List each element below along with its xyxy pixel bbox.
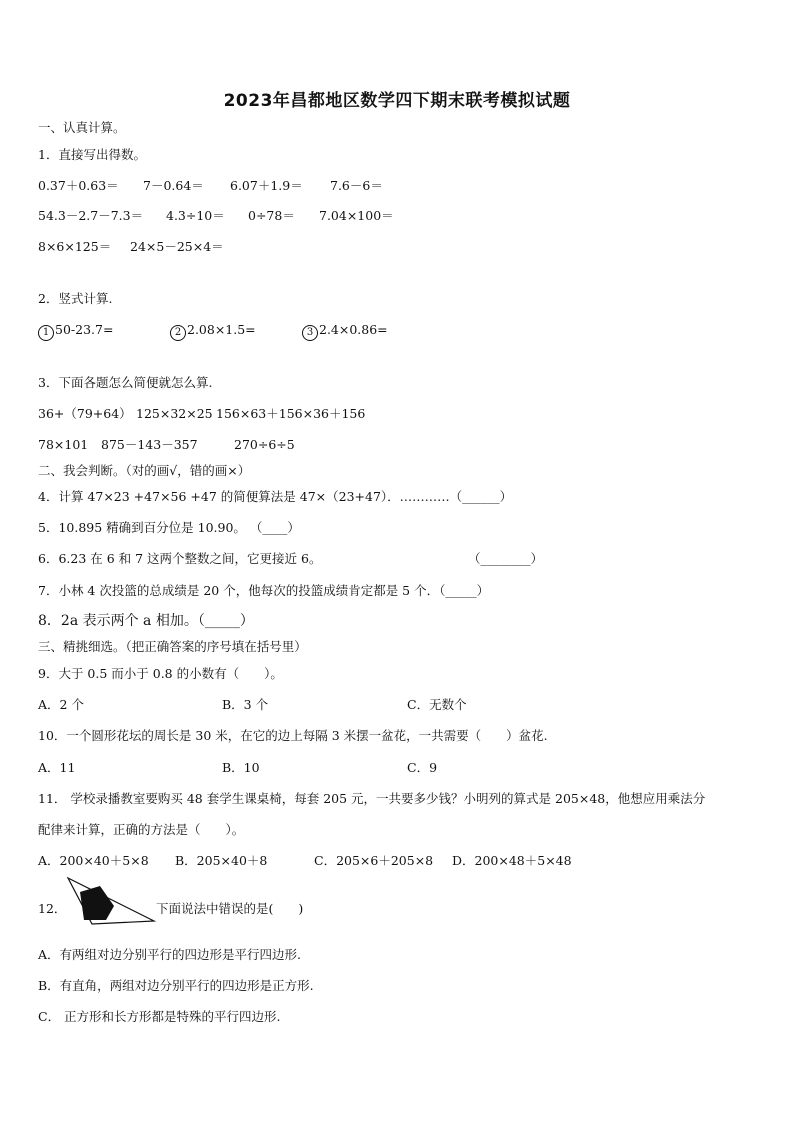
option-a: A．11 [38, 760, 76, 775]
calc-item: 7.04×100＝ [319, 208, 394, 223]
question-2-label: 2．竖式计算. [38, 291, 113, 306]
question-10: 10．一个圆形花坛的周长是 30 米，在它的边上每隔 3 米摆一盆花，一共需要（ ）盆花. [38, 728, 548, 743]
circled-number: 2 [170, 325, 186, 341]
simplify-item: 156×63＋156×36＋156 [216, 406, 366, 421]
option-c: C．9 [407, 760, 438, 775]
option-b: B．3 个 [222, 697, 269, 712]
question-11-line-1: 11． 学校录播教室要购买 48 套学生课桌椅，每套 205 元，一共要多少钱？小明列的算式是 205×48，他想应用乘法分 [38, 791, 706, 806]
simplify-item: 125×32×25 [136, 406, 213, 421]
question-12-number: 12． [38, 901, 67, 916]
calc-item: 24×5－25×4＝ [130, 239, 224, 254]
vertical-calc-item: 3 2.4×0.86= [302, 321, 388, 341]
option-a: A．有两组对边分别平行的四边形是平行四边形. [38, 947, 302, 962]
question-7: 7．小林 4 次投篮的总成绩是 20 个，他每次的投篮成绩肯定都是 5 个．（_____） [38, 583, 490, 598]
covered-region [80, 886, 114, 920]
option-a: A．2 个 [38, 697, 84, 712]
calc-item: 6.07＋1.9＝ [230, 178, 303, 193]
calc-item: 54.3－2.7－7.3＝ [38, 208, 144, 223]
calc-item: 0÷78＝ [248, 208, 295, 223]
option-c: C．205×6＋205×8 [314, 853, 434, 868]
triangle-figure [66, 876, 158, 928]
calc-item: 4.3÷10＝ [166, 208, 225, 223]
question-11-line-2: 配律来计算，正确的方法是（ ）。 [38, 822, 245, 837]
calc-item: 8×6×125＝ [38, 239, 112, 254]
option-c: C．无数个 [407, 697, 467, 712]
option-a: A．200×40＋5×8 [38, 853, 149, 868]
simplify-item: 270÷6÷5 [234, 437, 295, 452]
option-c: C． 正方形和长方形都是特殊的平行四边形. [38, 1009, 281, 1024]
section-1-heading: 一、认真计算。 [38, 120, 126, 135]
simplify-item: 875－143－357 [101, 437, 198, 452]
question-9: 9．大于 0.5 而小于 0.8 的小数有（ ）。 [38, 666, 283, 681]
vertical-calc-item: 1 50-23.7= [38, 321, 113, 341]
section-3-heading: 三、精挑细选。（把正确答案的序号填在括号里） [38, 639, 307, 654]
answer-blank: （________） [468, 551, 544, 566]
calc-item: 7.6－6＝ [330, 178, 383, 193]
question-4: 4．计算 47×23 +47×56 +47 的简便算法是 47×（23+47）．…………（______） [38, 489, 513, 504]
vertical-calc-item: 2 2.08×1.5= [170, 321, 256, 341]
question-12: 下面说法中错误的是( ) [156, 901, 304, 916]
calc-item: 7－0.64＝ [143, 178, 204, 193]
triangle-shape [68, 878, 154, 924]
question-8: 8．2a 表示两个 a 相加。（_____） [38, 613, 254, 629]
option-b: B．10 [222, 760, 260, 775]
option-d: D．200×48＋5×48 [452, 853, 572, 868]
option-b: B．205×40＋8 [175, 853, 268, 868]
calc-item: 0.37＋0.63＝ [38, 178, 119, 193]
question-5: 5．10.895 精确到百分位是 10.90。 （____） [38, 520, 300, 535]
question-3-label: 3．下面各题怎么简便就怎么算. [38, 375, 213, 390]
circled-number: 1 [38, 325, 54, 341]
simplify-item: 36+（79+64） [38, 406, 132, 421]
simplify-item: 78×101 [38, 437, 89, 452]
option-b: B．有直角，两组对边分别平行的四边形是正方形. [38, 978, 314, 993]
section-2-heading: 二、我会判断。（对的画√，错的画×） [38, 463, 251, 478]
page-title: 2023年昌都地区数学四下期末联考模拟试题 [223, 91, 571, 111]
circled-number: 3 [302, 325, 318, 341]
question-1-label: 1．直接写出得数。 [38, 147, 146, 162]
question-6: 6．6.23 在 6 和 7 这两个整数之间，它更接近 6。 [38, 551, 322, 566]
